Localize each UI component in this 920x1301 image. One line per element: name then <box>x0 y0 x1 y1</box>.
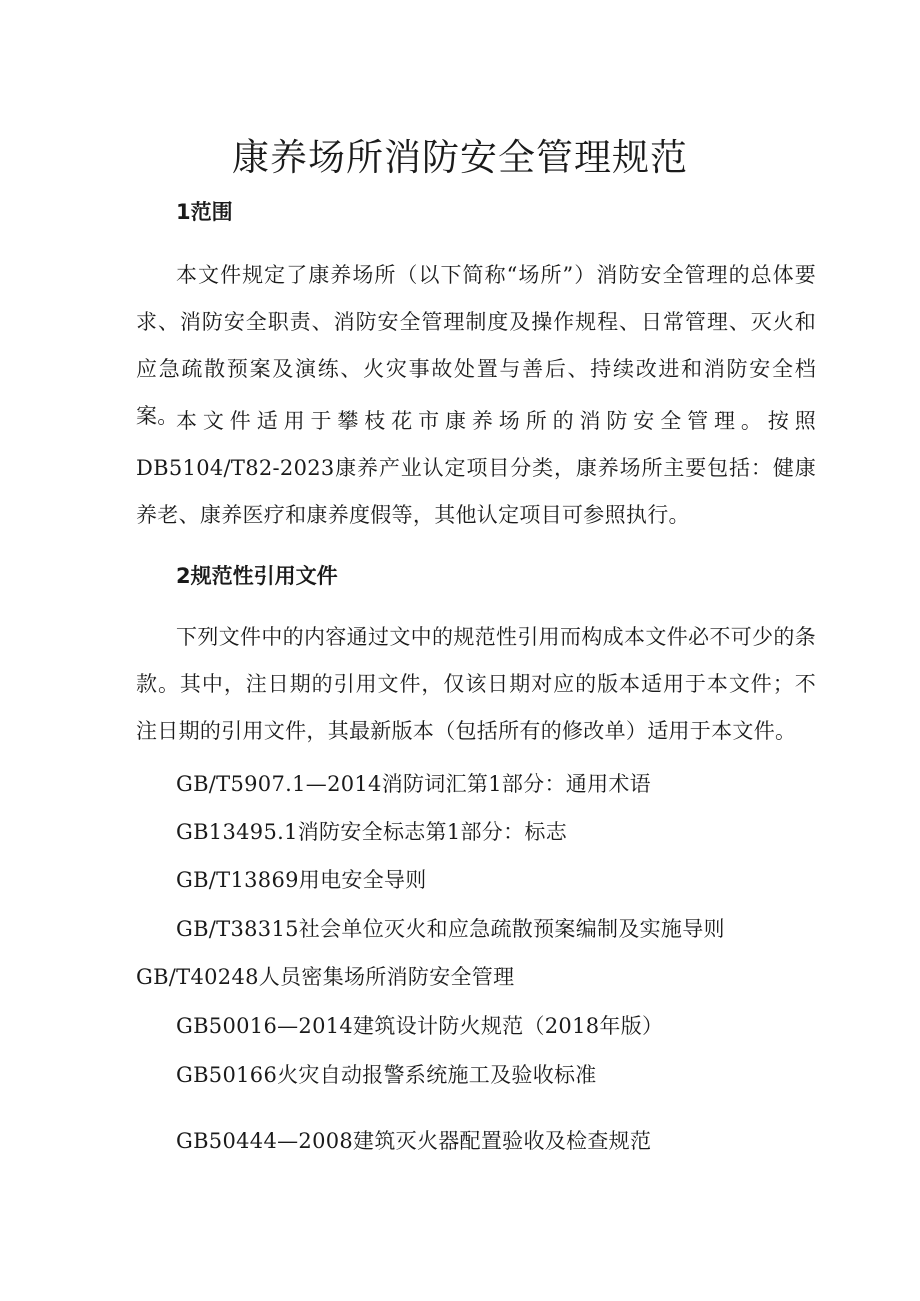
reference-item: GB13495.1消防安全标志第1部分：标志 <box>176 820 568 844</box>
reference-item: GB50166火灾自动报警系统施工及验收标准 <box>176 1063 597 1087</box>
paragraph-references-intro: 下列文件中的内容通过文中的规范性引用而构成本文件必不可少的条款。其中，注日期的引用文件，仅该日期对应的版本适用于本文件；不注日期的引用文件，其最新版本（包括所有的修改单）适用于本文件。 <box>136 625 816 743</box>
reference-item: GB/T5907.1—2014消防词汇第1部分：通用术语 <box>176 772 651 796</box>
reference-item: GB/T13869用电安全导则 <box>176 868 427 892</box>
reference-item: GB50016—2014建筑设计防火规范（2018年版） <box>176 1014 664 1038</box>
paragraph-scope-1: 本文件规定了康养场所（以下简称“场所”）消防安全管理的总体要求、消防安全职责、消防安全管理制度及操作规程、日常管理、灭火和应急疏散预案及演练、火灾事故处置与善后、持续改进和消防安全档案。 <box>136 263 816 428</box>
reference-item: GB50444—2008建筑灭火器配置验收及检查规范 <box>176 1129 652 1153</box>
section-heading-scope: 1范围 <box>176 200 233 224</box>
paragraph-scope-2: 本文件适用于攀枝花市康养场所的消防安全管理。按照DB5104/T82-2023康养产业认定项目分类，康养场所主要包括：健康养老、康养医疗和康养度假等，其他认定项目可参照执行。 <box>136 409 816 527</box>
reference-item: GB/T38315社会单位灭火和应急疏散预案编制及实施导则GB/T40248人员密集场所消防安全管理 <box>136 917 725 989</box>
document-title: 康养场所消防安全管理规范 <box>232 136 688 179</box>
section-heading-normative-references: 2规范性引用文件 <box>176 564 338 588</box>
